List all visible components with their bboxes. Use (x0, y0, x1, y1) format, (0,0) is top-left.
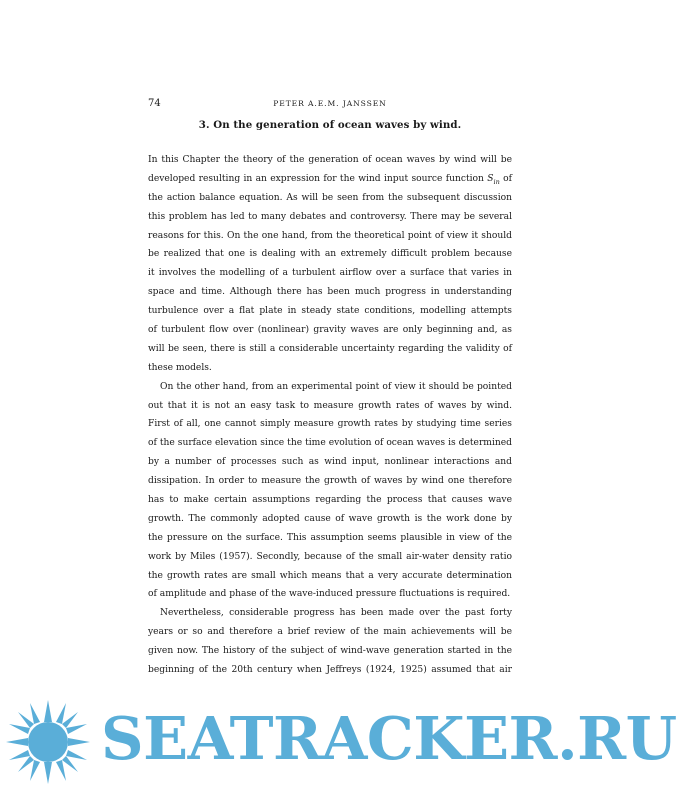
text-line: be realized that one is dealing with an extremely difficult problem because (148, 249, 512, 260)
text-line: of the surface elevation since the time evolution of ocean waves is determined (148, 438, 512, 449)
text-line-with-symbol (148, 170, 512, 189)
section-title: 3. On the generation of ocean waves by wind. (198, 119, 462, 131)
text-line: space and time. Although there has been much progress in understanding (148, 287, 512, 298)
text-line: will be seen, there is still a considerable uncertainty regarding the validity of (148, 343, 512, 354)
page-number: 74 (148, 98, 161, 109)
text-line: of amplitude and phase of the wave-induced pressure fluctuations is required. (148, 589, 511, 600)
text-line: On the other hand, from an experimental point of view it should be pointed (160, 381, 512, 392)
text-line: by a number of processes such as wind input, nonlinear interactions and (148, 457, 512, 468)
text-line: work by Miles (1957). Secondly, because of the small air-water density ratio (148, 551, 512, 562)
body-text (148, 151, 512, 680)
text-line: growth. The commonly adopted cause of wave growth is the work done by (148, 513, 512, 524)
text-line: years or so and therefore a brief review of the main achievements will be (148, 627, 512, 638)
text-line: the growth rates are small which means that a very accurate determination (148, 570, 512, 581)
text-segment: developed resulting in an expression for the wind input source function (148, 173, 484, 184)
text-line: First of all, one cannot simply measure growth rates by studying time series (148, 419, 512, 430)
text-line: has to make certain assumptions regarding the process that causes wave (148, 495, 512, 506)
text-line: these models. (148, 362, 212, 373)
text-segment: of (503, 173, 512, 184)
watermark-text: SEATRACKER.RU (101, 704, 677, 773)
text-line: beginning of the 20th century when Jeffreys (1924, 1925) assumed that air (148, 665, 512, 676)
text-line: turbulence over a flat plate in steady state conditions, modelling attempts (148, 306, 512, 317)
watermark (0, 690, 677, 792)
text-line: this problem has led to many debates and controversy. There may be several (148, 211, 512, 222)
page-header (148, 98, 512, 112)
text-line: reasons for this. On the one hand, from the theoretical point of view it should (148, 230, 512, 241)
text-line: dissipation. In order to measure the growth of waves by wind one therefore (148, 476, 512, 487)
text-line: out that it is not an easy task to measure growth rates of waves by wind. (148, 400, 512, 411)
running-head: PETER A.E.M. JANSSEN (273, 99, 387, 108)
text-line: In this Chapter the theory of the generation of ocean waves by wind will be (148, 155, 512, 165)
text-line: the action balance equation. As will be seen from the subsequent discussion (148, 192, 512, 203)
text-line: given now. The history of the subject of wind-wave generation started in the (148, 646, 512, 657)
text-line: Nevertheless, considerable progress has been made over the past forty (160, 608, 512, 619)
sun-logo-icon (2, 696, 94, 788)
text-line: of turbulent flow over (nonlinear) gravity waves are only beginning and, as (148, 325, 512, 336)
text-line: it involves the modelling of a turbulent airflow over a surface that varies in (148, 268, 512, 279)
text-line: the pressure on the surface. This assumption seems plausible in view of the (148, 532, 512, 543)
source-function-symbol: $S_{in}$ (487, 173, 500, 186)
